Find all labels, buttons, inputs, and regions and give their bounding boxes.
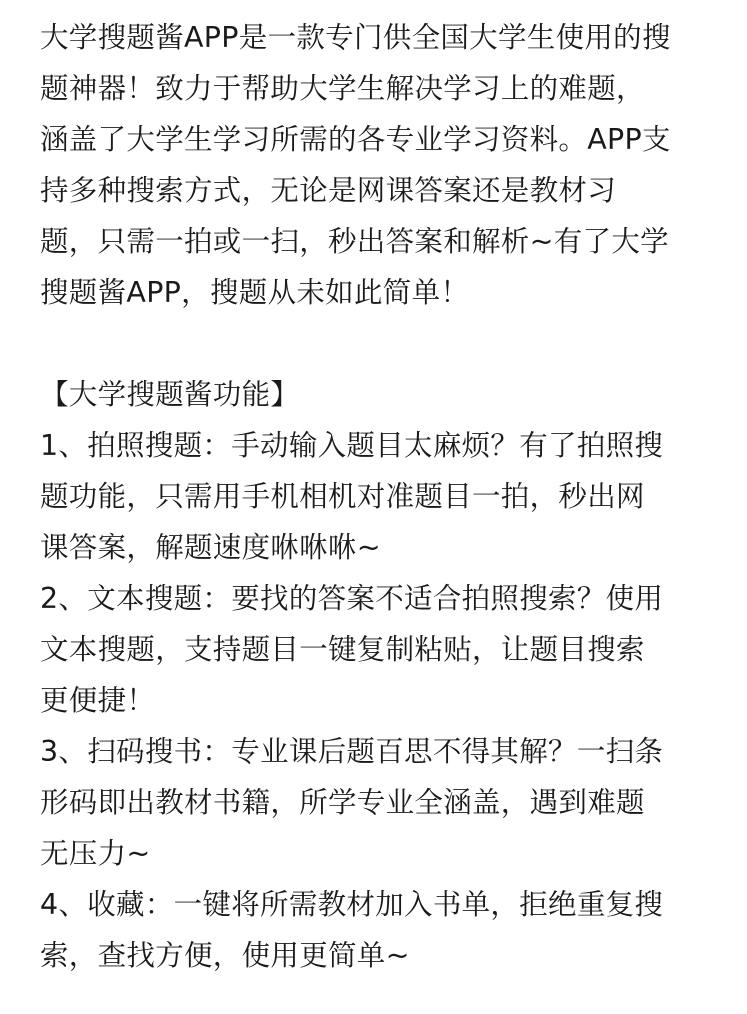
intro-line: 题，只需一拍或一扫，秒出答案和解析~有了大学 [40, 225, 669, 258]
feature-line: 2、文本搜题：要找的答案不适合拍照搜索？使用 [40, 582, 664, 615]
feature-line: 文本搜题，支持题目一键复制粘贴，让题目搜索 [40, 633, 645, 666]
article-body [40, 12, 710, 981]
paragraph-gap [40, 318, 710, 369]
feature-item-favorites [40, 879, 710, 981]
feature-line: 无压力~ [40, 837, 151, 870]
feature-line: 更便捷！ [40, 684, 156, 717]
feature-item-text-search [40, 573, 710, 726]
feature-line: 形码即出教材书籍，所学专业全涵盖，遇到难题 [40, 786, 645, 819]
feature-item-scan-book [40, 726, 710, 879]
feature-line: 课答案，解题速度咻咻咻~ [40, 531, 381, 564]
feature-line: 3、扫码搜书：专业课后题百思不得其解？一扫条 [40, 735, 664, 768]
intro-line: 涵盖了大学生学习所需的各专业学习资料。APP支 [40, 123, 671, 156]
feature-line: 1、拍照搜题：手动输入题目太麻烦？有了拍照搜 [40, 429, 664, 462]
intro-line: 大学搜题酱APP是一款专门供全国大学生使用的搜 [40, 21, 671, 54]
feature-line: 4、收藏：一键将所需教材加入书单，拒绝重复搜 [40, 888, 664, 921]
feature-item-photo-search [40, 420, 710, 573]
intro-line: 题神器！致力于帮助大学生解决学习上的难题， [40, 72, 645, 105]
feature-line: 索，查找方便，使用更简单~ [40, 939, 410, 972]
feature-line: 题功能，只需用手机相机对准题目一拍，秒出网 [40, 480, 645, 513]
intro-line: 持多种搜索方式，无论是网课答案还是教材习 [40, 174, 617, 207]
features-heading: 【大学搜题酱功能】 [40, 378, 300, 411]
intro-line: 搜题酱APP，搜题从未如此简单！ [40, 276, 470, 309]
intro-paragraph [40, 12, 710, 318]
